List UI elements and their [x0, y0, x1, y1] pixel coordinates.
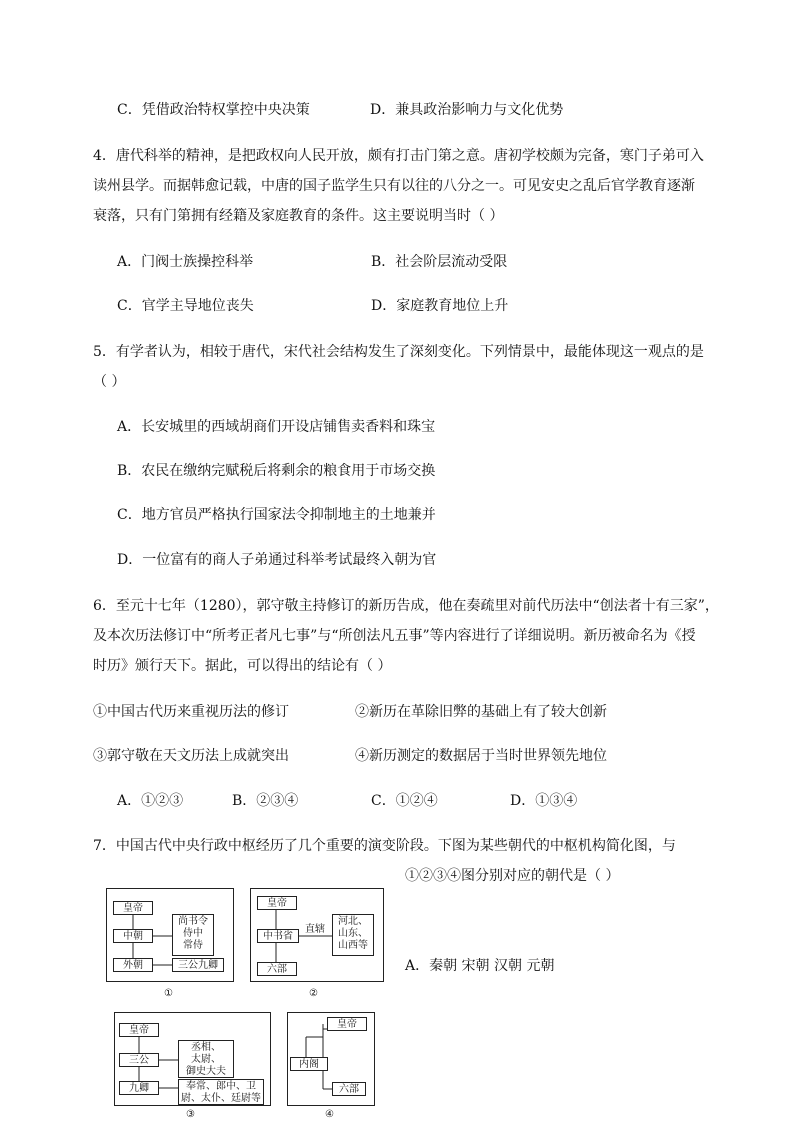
q5-stem-line2: （ ） [93, 374, 126, 390]
fig3-emperor-node: 皇帝 [119, 1023, 159, 1037]
fig2-six-ministries-node: 六部 [257, 962, 297, 976]
fig2-emperor-node: 皇帝 [257, 896, 297, 910]
q6-stem-line1: 6．至元十七年（1280），郭守敬主持修订的新历告成，他在奏疏里对前代历法中“创法者十有三家”， [93, 598, 719, 614]
fig1-ministers-node: 三公九卿 [172, 958, 224, 972]
q6-statement-3: ③郭守敬在天文历法上成就突出 [93, 748, 289, 764]
q6-option-d: D．①③④ [510, 793, 578, 809]
q6-stem-line2: 及本次历法修订中“所考正者凡七事”与“所创法凡五事”等内容进行了详细说明。新历被命名为《授 [93, 628, 696, 644]
q7-option-a: A．秦朝 宋朝 汉朝 元朝 [405, 958, 555, 974]
fig2-direct-label: 直辖 [305, 924, 325, 935]
figure-3-caption: ③ [186, 1109, 195, 1120]
q5-option-d: D．一位富有的商人子弟通过科举考试最终入朝为官 [117, 552, 437, 568]
q7-stem-line1: 7．中国古代中央行政中枢经历了几个重要的演变阶段。下图为某些朝代的中枢机构简化图，与 [93, 838, 676, 854]
q4-stem-line3: 衰落，只有门第拥有经籍及家庭教育的条件。这主要说明当时（ ） [93, 208, 504, 224]
q4-stem-line2: 读州县学。而据韩愈记载，中唐的国子监学生只有以往的八分之一。可见安史之乱后官学教育逐渐 [93, 178, 695, 194]
q4-option-b: B．社会阶层流动受限 [371, 254, 508, 270]
q6-statement-1: ①中国古代历来重视历法的修订 [93, 704, 289, 720]
fig4-six-ministries-node: 六部 [332, 1082, 366, 1096]
q6-statement-4: ④新历测定的数据居于当时世界领先地位 [355, 748, 607, 764]
q6-option-c: C．①②④ [371, 793, 438, 809]
fig1-inner-court-node: 中朝 [113, 929, 153, 943]
q6-stem-line3: 时历》颁行天下。据此，可以得出的结论有（ ） [93, 658, 392, 674]
fig3-nine-ministers-list-node: 奉常、郎中、卫 尉、太仆、廷尉等 [178, 1079, 264, 1105]
q6-option-b: B．②③④ [232, 793, 299, 809]
q4-stem-line1: 4．唐代科举的精神，是把政权向人民开放，颇有打击门第之意。唐初学校颇为完备，寒门子弟可入 [93, 148, 704, 164]
fig4-cabinet-node: 内阁 [290, 1057, 328, 1071]
q6-option-a: A．①②③ [117, 793, 184, 809]
q5-option-a: A．长安城里的西域胡商们开设店铺售卖香料和珠宝 [117, 419, 436, 435]
fig2-secretariat-node: 中书省 [257, 929, 299, 943]
fig1-emperor-node: 皇帝 [113, 901, 153, 915]
q4-option-c: C．官学主导地位丧失 [117, 298, 254, 314]
fig4-emperor-node: 皇帝 [327, 1017, 367, 1031]
figure-2-caption: ② [309, 988, 318, 999]
q5-option-b: B．农民在缴纳完赋税后将剩余的粮食用于市场交换 [117, 463, 436, 479]
fig3-nine-ministers-node: 九卿 [119, 1081, 159, 1095]
q7-stem-line2: ①②③④图分别对应的朝代是（ ） [405, 868, 620, 884]
figure-1-caption: ① [164, 988, 173, 999]
figure-4-caption: ④ [325, 1109, 334, 1120]
fig3-three-dukes-node: 三公 [119, 1053, 159, 1067]
fig1-outer-court-node: 外朝 [113, 958, 153, 972]
fig3-three-dukes-list-node: 丞相、 太尉、 御史大夫 [178, 1040, 234, 1078]
fig1-inner-officials-node: 尚书令 侍中 常侍 [172, 914, 214, 956]
q3-option-d: D．兼具政治影响力与文化优势 [370, 102, 564, 118]
q4-option-a: A．门阀士族操控科举 [117, 254, 254, 270]
q3-option-c: C．凭借政治特权掌控中央决策 [117, 102, 310, 118]
fig2-regions-node: 河北、 山东、 山西等 [332, 914, 374, 956]
q4-option-d: D．家庭教育地位上升 [371, 298, 509, 314]
q5-stem-line1: 5．有学者认为，相较于唐代，宋代社会结构发生了深刻变化。下列情景中，最能体现这一观点的是 [93, 344, 704, 360]
q6-statement-2: ②新历在革除旧弊的基础上有了较大创新 [355, 704, 607, 720]
q5-option-c: C．地方官员严格执行国家法令抑制地主的土地兼并 [117, 507, 436, 523]
